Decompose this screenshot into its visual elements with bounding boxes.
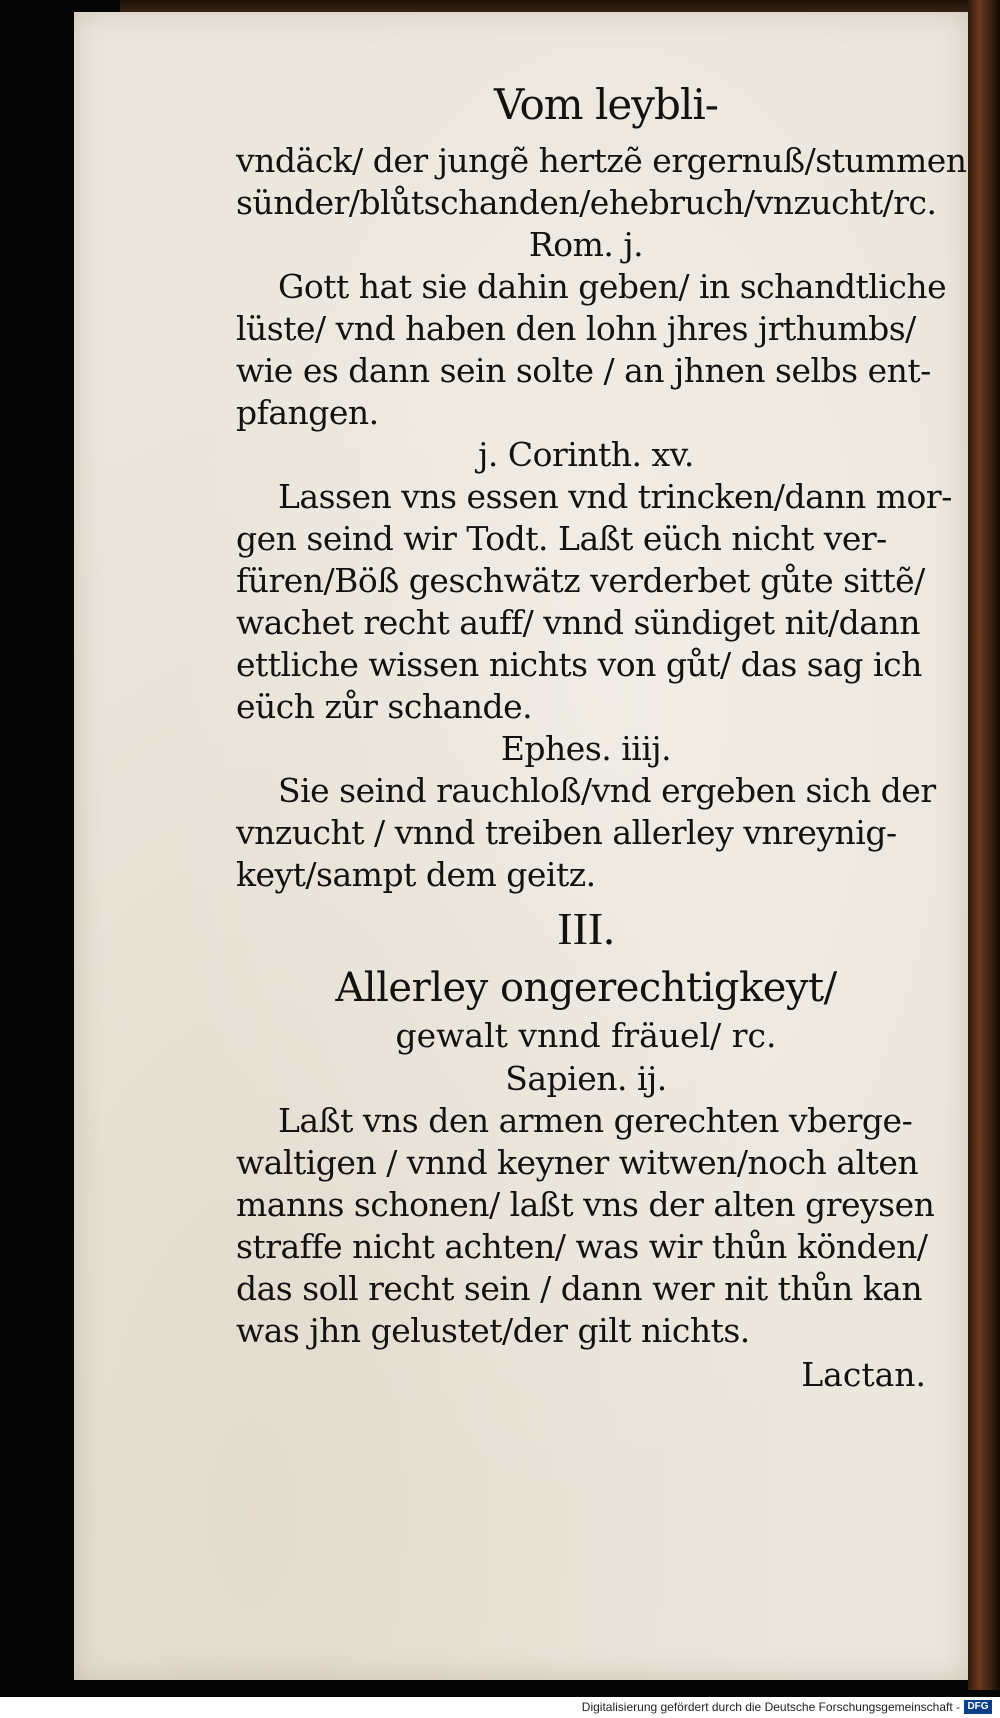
text-line: was jhn gelustet/der gilt nichts. bbox=[236, 1311, 750, 1350]
text-line: Laßt vns den armen gerechten vberge- bbox=[278, 1101, 913, 1140]
text-line: wachet recht auff/ vnnd sündiget nit/dann bbox=[236, 603, 920, 642]
catchword: Lactan. bbox=[801, 1355, 926, 1394]
text-line: Lassen vns essen vnd trincken/dann mor- bbox=[278, 477, 952, 516]
text-line: ettliche wissen nichts von gůt/ das sag ich bbox=[236, 645, 922, 684]
footer-credit-bar bbox=[0, 1697, 1000, 1718]
text-line: keyt/sampt dem geitz. bbox=[236, 855, 596, 894]
section-heading: Allerley ongerechtigkeyt/ bbox=[335, 965, 837, 1011]
scripture-reference: Rom. j. bbox=[528, 225, 644, 264]
text-line: manns schonen/ laßt vns der alten greysen bbox=[236, 1185, 935, 1224]
text-line: straffe nicht achten/ was wir thůn könden/ bbox=[236, 1227, 928, 1266]
section-number: III. bbox=[557, 903, 615, 954]
text-line: sünder/blůtschanden/ehebruch/vnzucht/rc. bbox=[236, 183, 937, 222]
page-text-block bbox=[236, 70, 967, 1398]
text-line: füren/Böß geschwätz verderbet gůte sittẽ/ bbox=[236, 561, 925, 600]
dfg-logo-icon: DFG bbox=[964, 1700, 992, 1714]
scripture-reference: Sapien. ij. bbox=[505, 1059, 667, 1098]
section-subheading: gewalt vnnd fräuel/ rc. bbox=[395, 1016, 777, 1055]
text-line: vnzucht / vnnd treiben allerley vnreynig- bbox=[236, 813, 897, 852]
text-line: gen seind wir Todt. Laßt eüch nicht ver- bbox=[236, 519, 887, 558]
running-head: Vom leybli- bbox=[494, 80, 718, 129]
text-line: Gott hat sie dahin geben/ in schandtliche bbox=[278, 267, 947, 306]
text-line: Sie seind rauchloß/vnd ergeben sich der bbox=[278, 771, 936, 810]
text-line: waltigen / vnnd keyner witwen/noch alten bbox=[236, 1143, 919, 1182]
text-line: vndäck/ der jungẽ hertzẽ ergernuß/stummen bbox=[236, 141, 967, 180]
scripture-reference: Ephes. iiij. bbox=[500, 729, 672, 768]
text-line: lüste/ vnd haben den lohn jhres jrthumbs/ bbox=[236, 309, 916, 348]
scripture-reference: j. Corinth. xv. bbox=[478, 435, 694, 474]
text-line: pfangen. bbox=[236, 393, 379, 432]
text-line: eüch zůr schande. bbox=[236, 687, 533, 726]
book-spine-edge bbox=[968, 0, 1000, 1690]
footer-credit-text: Digitalisierung gefördert durch die Deutsche Forschungsgemeinschaft - bbox=[581, 1700, 960, 1714]
text-line: wie es dann sein solte / an jhnen selbs ent- bbox=[236, 351, 931, 390]
text-line: das soll recht sein / dann wer nit thůn kan bbox=[236, 1269, 923, 1308]
